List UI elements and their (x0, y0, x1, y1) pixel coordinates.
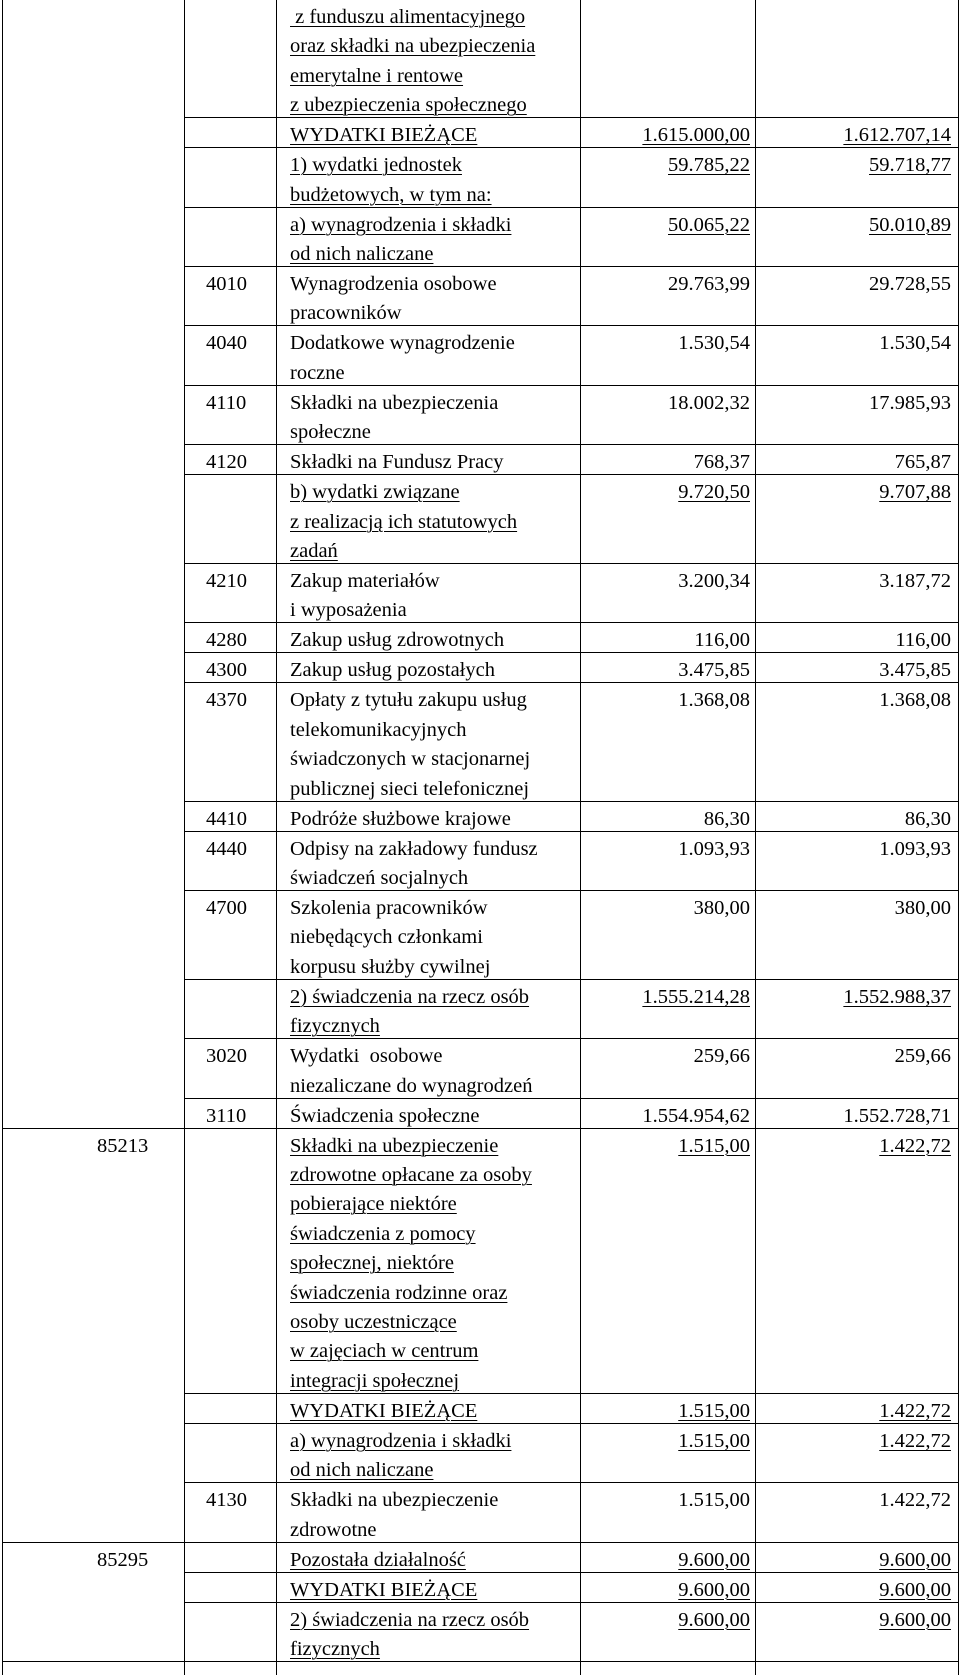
item-name-line: fizycznych (290, 1638, 380, 1660)
plan-amount: 1.368,08 (678, 689, 750, 712)
item-name-line: zdrowotne opłacane za osoby (290, 1164, 532, 1186)
item-name-line: z funduszu alimentacyjnego (290, 6, 526, 28)
item-name-line: 2) świadczenia na rzecz osób (290, 985, 530, 1008)
paragraph-code: 3110 (206, 1104, 247, 1127)
executed-amount: 59.718,77 (869, 154, 951, 177)
item-name-line: świadczonych w stacjonarnej (290, 748, 531, 771)
executed-amount: 3.475,85 (879, 659, 951, 682)
item-name-line: w zajęciach w centrum (290, 1340, 479, 1363)
item-name-line: Zakup usług pozostałych (290, 659, 495, 682)
column-border (958, 0, 959, 1675)
paragraph-code: 3020 (206, 1045, 247, 1068)
row-border (184, 979, 958, 980)
item-name-line: Odpisy na zakładowy fundusz (290, 837, 538, 860)
plan-amount: 768,37 (693, 451, 750, 474)
row-border (184, 1393, 958, 1394)
row-border (184, 622, 958, 623)
item-name-line: świadczeń socjalnych (290, 867, 469, 889)
item-name-line: świadczenia rodzinne oraz (290, 1281, 508, 1304)
executed-amount: 3.187,72 (879, 570, 951, 592)
item-name-line: emerytalne i rentowe (290, 64, 464, 87)
item-name-line: z ubezpieczenia społecznego (290, 94, 527, 117)
plan-amount: 116,00 (694, 629, 750, 652)
item-name-line: fizycznych (290, 1015, 380, 1038)
plan-amount: 29.763,99 (668, 273, 750, 295)
plan-amount: 9.600,00 (678, 1608, 750, 1631)
item-name-line: a) wynagrodzenia i składki (290, 1429, 512, 1452)
item-name-line: Opłaty z tytułu zakupu usług (290, 689, 527, 712)
column-border (2, 0, 3, 1675)
row-border (184, 385, 958, 386)
executed-amount: 50.010,89 (869, 213, 951, 236)
plan-amount: 86,30 (703, 807, 750, 830)
paragraph-code: 4280 (206, 629, 247, 652)
plan-amount: 1.530,54 (678, 332, 750, 355)
executed-amount: 116,00 (895, 629, 951, 652)
paragraph-code: 4300 (206, 659, 247, 682)
item-name-line: Wydatki osobowe (290, 1045, 443, 1068)
item-name-line: społecznej, niektóre (290, 1252, 454, 1275)
row-border (184, 207, 958, 208)
item-name-line: zdrowotne (290, 1518, 377, 1541)
row-border (184, 1038, 958, 1039)
plan-amount: 18.002,32 (668, 391, 750, 414)
executed-amount: 1.422,72 (879, 1399, 951, 1422)
item-name-line: Pozostała działalność (290, 1548, 466, 1571)
executed-amount: 1.552.728,71 (843, 1104, 951, 1127)
row-border (184, 801, 958, 802)
item-name-line: niezaliczane do wynagrodzeń (290, 1074, 533, 1097)
paragraph-code: 4700 (206, 897, 247, 919)
plan-amount: 1.615.000,00 (642, 124, 750, 147)
item-name-line: osoby uczestniczące (290, 1311, 457, 1333)
row-border (184, 1423, 958, 1424)
item-name-line: Składki na ubezpieczenie (290, 1134, 499, 1157)
paragraph-code: 4120 (206, 451, 247, 474)
paragraph-code: 4130 (206, 1489, 247, 1512)
item-name-line: Podróże służbowe krajowe (290, 807, 511, 830)
row-border (184, 652, 958, 653)
item-name-line: i wyposażenia (290, 599, 407, 622)
plan-amount: 50.065,22 (668, 213, 750, 236)
item-name-line: b) wydatki związane (290, 481, 460, 504)
paragraph-code: 4210 (206, 570, 247, 592)
row-border (184, 117, 958, 118)
row-border (184, 1572, 958, 1573)
item-name-line: od nich naliczane (290, 1459, 434, 1482)
item-name-line: 1) wydatki jednostek (290, 154, 462, 177)
executed-amount: 9.600,00 (879, 1548, 951, 1571)
executed-amount: 1.422,72 (879, 1134, 951, 1157)
row-border (184, 831, 958, 832)
row-border (184, 325, 958, 326)
item-name-line: budżetowych, w tym na: (290, 183, 492, 206)
item-name-line: Dodatkowe wynagrodzenie (290, 332, 515, 355)
paragraph-code: 4010 (206, 273, 247, 295)
executed-amount: 380,00 (894, 897, 951, 919)
executed-amount: 1.368,08 (879, 689, 951, 712)
executed-amount: 9.600,00 (879, 1578, 951, 1601)
paragraph-code: 4440 (206, 837, 247, 860)
row-border (2, 1661, 958, 1662)
plan-amount: 59.785,22 (668, 154, 750, 177)
plan-amount: 3.475,85 (678, 659, 750, 682)
item-name-line: Składki na ubezpieczenia (290, 391, 499, 414)
item-name-line: Zakup usług zdrowotnych (290, 629, 505, 652)
paragraph-code: 4040 (206, 332, 247, 355)
item-name-line: 2) świadczenia na rzecz osób (290, 1608, 530, 1631)
row-border (184, 682, 958, 683)
plan-amount: 1.515,00 (678, 1429, 750, 1452)
chapter-code: 85213 (97, 1134, 149, 1157)
item-name-line: WYDATKI BIEŻĄCE (290, 1578, 478, 1601)
executed-amount: 1.530,54 (879, 332, 951, 355)
plan-amount: 259,66 (693, 1045, 750, 1068)
paragraph-code: 4110 (206, 391, 247, 414)
plan-amount: 1.515,00 (678, 1489, 750, 1512)
item-name-line: WYDATKI BIEŻĄCE (290, 124, 478, 147)
plan-amount: 1.515,00 (678, 1399, 750, 1422)
executed-amount: 1.422,72 (879, 1429, 951, 1452)
plan-amount: 9.600,00 (678, 1548, 750, 1571)
item-name-line: WYDATKI BIEŻĄCE (290, 1399, 478, 1422)
executed-amount: 86,30 (904, 807, 951, 830)
item-name-line: roczne (290, 361, 345, 384)
row-border (184, 147, 958, 148)
executed-amount: 1.422,72 (879, 1489, 951, 1512)
item-name-line: Składki na Fundusz Pracy (290, 451, 504, 474)
item-name-line: korpusu służby cywilnej (290, 955, 491, 978)
item-name-line: Składki na ubezpieczenie (290, 1489, 499, 1512)
executed-amount: 1.552.988,37 (843, 985, 951, 1008)
plan-amount: 1.093,93 (678, 837, 750, 860)
row-border (184, 474, 958, 475)
item-name-line: zadań (290, 540, 338, 562)
plan-amount: 9.600,00 (678, 1578, 750, 1601)
row-border (184, 266, 958, 267)
item-name-line: od nich naliczane (290, 243, 434, 265)
item-name-line: oraz składki na ubezpieczenia (290, 35, 536, 58)
row-border (184, 1482, 958, 1483)
row-border (184, 444, 958, 445)
item-name-line: integracji społecznej (290, 1369, 460, 1392)
row-border (2, 1542, 958, 1543)
paragraph-code: 4370 (206, 689, 247, 712)
plan-amount: 380,00 (693, 897, 750, 919)
item-name-line: pracowników (290, 302, 402, 325)
row-border (184, 563, 958, 564)
item-name-line: niebędących członkami (290, 926, 483, 949)
item-name-line: Wynagrodzenia osobowe (290, 273, 497, 295)
executed-amount: 9.707,88 (879, 481, 951, 504)
executed-amount: 17.985,93 (869, 391, 951, 414)
item-name-line: Szkolenia pracowników (290, 897, 488, 919)
executed-amount: 9.600,00 (879, 1608, 951, 1631)
item-name-line: publicznej sieci telefonicznej (290, 777, 530, 800)
item-name-line: a) wynagrodzenia i składki (290, 213, 512, 236)
executed-amount: 259,66 (894, 1045, 951, 1068)
chapter-code: 85295 (97, 1548, 149, 1571)
row-border (184, 1602, 958, 1603)
row-border (184, 890, 958, 891)
paragraph-code: 4410 (206, 807, 247, 830)
item-name-line: Świadczenia społeczne (290, 1104, 480, 1127)
item-name-line: Zakup materiałów (290, 570, 440, 592)
executed-amount: 1.093,93 (879, 837, 951, 860)
plan-amount: 9.720,50 (678, 481, 750, 504)
executed-amount: 1.612.707,14 (843, 124, 951, 147)
item-name-line: świadczenia z pomocy (290, 1222, 476, 1245)
plan-amount: 1.554.954,62 (642, 1104, 750, 1127)
plan-amount: 1.515,00 (678, 1134, 750, 1157)
executed-amount: 765,87 (894, 451, 951, 474)
row-border (2, 1128, 958, 1129)
executed-amount: 29.728,55 (869, 273, 951, 295)
row-border (184, 1098, 958, 1099)
item-name-line: pobierające niektóre (290, 1193, 457, 1216)
item-name-line: społeczne (290, 421, 371, 444)
plan-amount: 3.200,34 (678, 570, 750, 592)
plan-amount: 1.555.214,28 (642, 985, 750, 1008)
item-name-line: telekomunikacyjnych (290, 718, 467, 741)
item-name-line: z realizacją ich statutowych (290, 510, 518, 533)
